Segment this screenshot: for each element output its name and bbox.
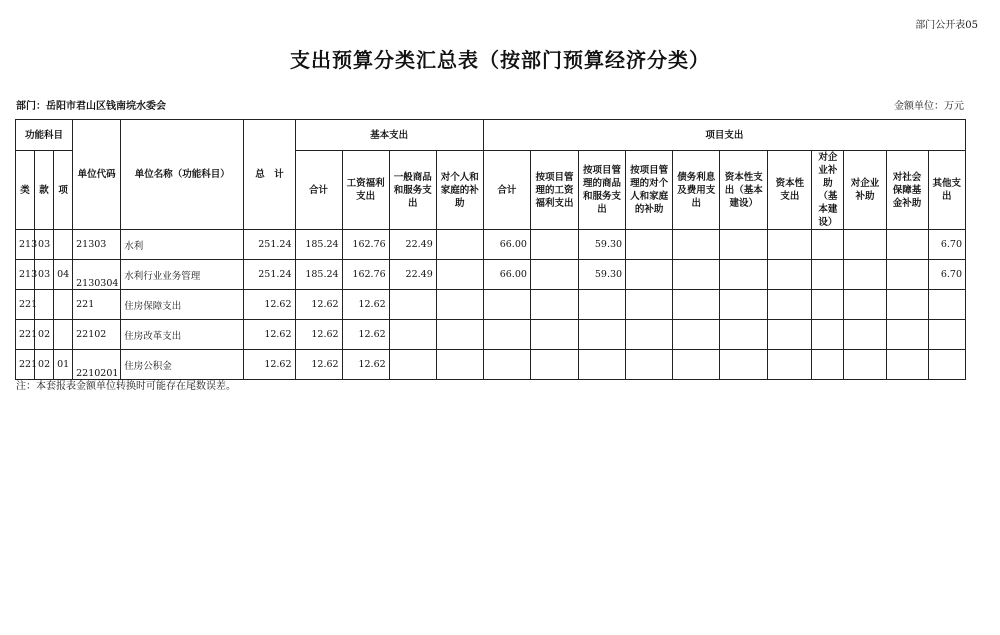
cell-project-capital bbox=[768, 260, 812, 290]
cell-xiang bbox=[54, 230, 73, 260]
table-row bbox=[16, 230, 966, 260]
cell-project-family bbox=[626, 350, 673, 380]
cell-basic-wage: 162.76 bbox=[342, 260, 389, 290]
cell-total: 12.62 bbox=[244, 320, 295, 350]
cell-code: 2210201 bbox=[73, 350, 121, 380]
cell-lei: 221 bbox=[16, 290, 35, 320]
department-label: 部门：岳阳市君山区钱南垸水委会 bbox=[16, 101, 166, 112]
table-row bbox=[16, 320, 966, 350]
cell-project-social bbox=[886, 290, 928, 320]
cell-project-social bbox=[886, 320, 928, 350]
header-unit-code: 单位代码 bbox=[73, 120, 121, 230]
cell-project-other bbox=[928, 290, 965, 320]
amount-unit-label: 金额单位：万元 bbox=[894, 101, 964, 112]
header-kuan: 款 bbox=[35, 151, 54, 230]
header-total: 总 计 bbox=[244, 120, 295, 230]
cell-xiang bbox=[54, 290, 73, 320]
cell-project-goods: 59.30 bbox=[579, 230, 626, 260]
cell-project-capital-base bbox=[720, 230, 768, 260]
cell-lei: 221 bbox=[16, 320, 35, 350]
cell-kuan: 03 bbox=[35, 260, 54, 290]
header-project-enterprise-base: 对企业补助（基本建设） bbox=[812, 151, 844, 230]
cell-project-debt bbox=[673, 320, 720, 350]
expenditure-table bbox=[15, 119, 966, 380]
cell-total: 251.24 bbox=[244, 230, 295, 260]
cell-basic-family bbox=[436, 350, 483, 380]
header-basic: 基本支出 bbox=[295, 120, 483, 151]
header-project-total: 合计 bbox=[483, 151, 530, 230]
header-project: 项目支出 bbox=[483, 120, 965, 151]
cell-basic-family bbox=[436, 230, 483, 260]
cell-project-debt bbox=[673, 290, 720, 320]
form-number: 部门公开表05 bbox=[915, 20, 978, 31]
cell-xiang bbox=[54, 320, 73, 350]
cell-project-family bbox=[626, 260, 673, 290]
cell-xiang: 01 bbox=[54, 350, 73, 380]
cell-project-capital-base bbox=[720, 350, 768, 380]
cell-kuan bbox=[35, 290, 54, 320]
cell-name: 水利 bbox=[121, 230, 244, 260]
cell-kuan: 02 bbox=[35, 320, 54, 350]
cell-project-total: 66.00 bbox=[483, 260, 530, 290]
cell-xiang: 04 bbox=[54, 260, 73, 290]
cell-kuan: 02 bbox=[35, 350, 54, 380]
cell-code: 221 bbox=[73, 290, 121, 320]
cell-project-enterprise-base bbox=[812, 350, 844, 380]
header-project-debt: 债务利息及费用支出 bbox=[673, 151, 720, 230]
cell-basic-goods bbox=[389, 290, 436, 320]
header-basic-family: 对个人和家庭的补助 bbox=[436, 151, 483, 230]
cell-project-enterprise bbox=[844, 290, 886, 320]
cell-project-goods bbox=[579, 290, 626, 320]
cell-name: 住房公积金 bbox=[121, 350, 244, 380]
cell-code: 22102 bbox=[73, 320, 121, 350]
cell-basic-wage: 12.62 bbox=[342, 350, 389, 380]
cell-project-social bbox=[886, 350, 928, 380]
cell-basic-total: 185.24 bbox=[295, 260, 342, 290]
header-basic-wage: 工资福利支出 bbox=[342, 151, 389, 230]
cell-basic-family bbox=[436, 260, 483, 290]
header-project-family: 按项目管理的对个人和家庭的补助 bbox=[626, 151, 673, 230]
cell-project-enterprise bbox=[844, 260, 886, 290]
cell-project-wage bbox=[530, 290, 578, 320]
cell-project-goods bbox=[579, 320, 626, 350]
page-title: 支出预算分类汇总表（按部门预算经济分类） bbox=[290, 48, 710, 72]
cell-project-debt bbox=[673, 260, 720, 290]
header-func-subject: 功能科目 bbox=[16, 120, 73, 151]
cell-basic-goods bbox=[389, 320, 436, 350]
header-project-wage: 按项目管理的工资福利支出 bbox=[530, 151, 578, 230]
cell-project-capital-base bbox=[720, 290, 768, 320]
cell-project-family bbox=[626, 290, 673, 320]
cell-basic-total: 12.62 bbox=[295, 350, 342, 380]
cell-project-goods bbox=[579, 350, 626, 380]
header-project-capital: 资本性支出 bbox=[768, 151, 812, 230]
cell-project-capital bbox=[768, 230, 812, 260]
cell-project-goods: 59.30 bbox=[579, 260, 626, 290]
cell-project-enterprise bbox=[844, 350, 886, 380]
cell-name: 水利行业业务管理 bbox=[121, 260, 244, 290]
header-basic-total: 合计 bbox=[295, 151, 342, 230]
cell-lei: 221 bbox=[16, 350, 35, 380]
cell-kuan: 03 bbox=[35, 230, 54, 260]
cell-project-wage bbox=[530, 230, 578, 260]
cell-project-debt bbox=[673, 230, 720, 260]
cell-basic-wage: 12.62 bbox=[342, 320, 389, 350]
cell-code: 21303 bbox=[73, 230, 121, 260]
cell-total: 12.62 bbox=[244, 290, 295, 320]
cell-project-enterprise bbox=[844, 230, 886, 260]
cell-project-wage bbox=[530, 260, 578, 290]
cell-project-other bbox=[928, 350, 965, 380]
cell-total: 251.24 bbox=[244, 260, 295, 290]
cell-project-enterprise-base bbox=[812, 260, 844, 290]
cell-project-enterprise-base bbox=[812, 320, 844, 350]
table-row bbox=[16, 290, 966, 320]
table-row bbox=[16, 260, 966, 290]
header-unit-name: 单位名称（功能科目） bbox=[121, 120, 244, 230]
cell-project-total bbox=[483, 350, 530, 380]
header-project-capital-base: 资本性支出（基本建设） bbox=[720, 151, 768, 230]
cell-project-enterprise bbox=[844, 320, 886, 350]
header-basic-goods: 一般商品和服务支出 bbox=[389, 151, 436, 230]
header-project-social: 对社会保障基金补助 bbox=[886, 151, 928, 230]
cell-code: 2130304 bbox=[73, 260, 121, 290]
cell-basic-total: 185.24 bbox=[295, 230, 342, 260]
cell-basic-goods: 22.49 bbox=[389, 230, 436, 260]
cell-basic-family bbox=[436, 290, 483, 320]
cell-basic-family bbox=[436, 320, 483, 350]
cell-project-total bbox=[483, 320, 530, 350]
table-row bbox=[16, 350, 966, 380]
cell-project-capital-base bbox=[720, 320, 768, 350]
cell-project-other: 6.70 bbox=[928, 260, 965, 290]
cell-project-capital bbox=[768, 350, 812, 380]
cell-project-family bbox=[626, 320, 673, 350]
cell-basic-goods: 22.49 bbox=[389, 260, 436, 290]
header-xiang: 项 bbox=[54, 151, 73, 230]
cell-project-social bbox=[886, 260, 928, 290]
header-project-enterprise: 对企业补助 bbox=[844, 151, 886, 230]
cell-project-wage bbox=[530, 320, 578, 350]
cell-project-capital bbox=[768, 320, 812, 350]
cell-name: 住房保障支出 bbox=[121, 290, 244, 320]
cell-basic-wage: 162.76 bbox=[342, 230, 389, 260]
cell-project-total: 66.00 bbox=[483, 230, 530, 260]
cell-total: 12.62 bbox=[244, 350, 295, 380]
cell-project-family bbox=[626, 230, 673, 260]
cell-basic-total: 12.62 bbox=[295, 290, 342, 320]
cell-project-total bbox=[483, 290, 530, 320]
cell-project-enterprise-base bbox=[812, 290, 844, 320]
header-project-other: 其他支出 bbox=[928, 151, 965, 230]
cell-project-other: 6.70 bbox=[928, 230, 965, 260]
cell-project-enterprise-base bbox=[812, 230, 844, 260]
cell-basic-wage: 12.62 bbox=[342, 290, 389, 320]
cell-basic-total: 12.62 bbox=[295, 320, 342, 350]
cell-project-other bbox=[928, 320, 965, 350]
header-project-goods: 按项目管理的商品和服务支出 bbox=[579, 151, 626, 230]
cell-basic-goods bbox=[389, 350, 436, 380]
cell-project-wage bbox=[530, 350, 578, 380]
cell-name: 住房改革支出 bbox=[121, 320, 244, 350]
cell-lei: 213 bbox=[16, 260, 35, 290]
cell-project-capital-base bbox=[720, 260, 768, 290]
footnote: 注：本套报表金额单位转换时可能存在尾数误差。 bbox=[16, 381, 236, 392]
cell-project-capital bbox=[768, 290, 812, 320]
cell-lei: 213 bbox=[16, 230, 35, 260]
cell-project-debt bbox=[673, 350, 720, 380]
header-lei: 类 bbox=[16, 151, 35, 230]
cell-project-social bbox=[886, 230, 928, 260]
